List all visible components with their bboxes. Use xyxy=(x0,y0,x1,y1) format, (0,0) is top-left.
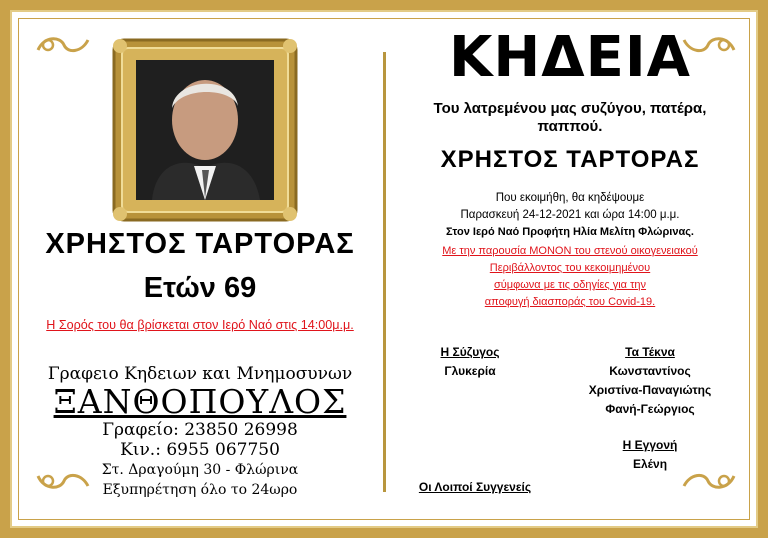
covid-line-4: αποφυγή διασποράς του Covid-19. xyxy=(484,296,656,308)
wake-notice: Η Σορός του θα βρίσκεται στον Ιερό Ναό στις 14:00μ.μ. xyxy=(46,318,354,332)
child-3: Φανή-Γεώργιος xyxy=(605,402,695,416)
deceased-name: ΧΡΗΣΤΟΣ ΤΑΡΤΟΡΑΣ xyxy=(45,228,355,260)
funeral-home-service-hours: Εξυπηρέτηση όλο το 24ωρο xyxy=(102,482,298,498)
funeral-home-office-phone: Γραφείο: 23850 26998 xyxy=(102,420,298,440)
spouse-name: Γλυκερία xyxy=(444,364,496,378)
children-heading: Τα Τέκνα xyxy=(625,345,675,359)
funeral-home-address: Στ. Δραγούμη 30 - Φλώρινα xyxy=(101,462,299,478)
grandchild-name: Ελένη xyxy=(632,457,668,471)
funeral-title: ΚΗΔΕΙΑ xyxy=(448,25,692,90)
intro-line: Του λατρεμένου μας συζύγου, πατέρα, xyxy=(433,100,707,117)
grandchild-heading: Η Εγγονή xyxy=(622,438,678,452)
flourish-ornament-top-left xyxy=(34,34,92,56)
flourish-ornament-bottom-right xyxy=(680,470,738,492)
church-line: Στον Ιερό Ναό Προφήτη Ηλία Μελίτη Φλώρινας. xyxy=(446,226,694,238)
details-line-1: Που εκοιμήθη, θα κηδέψουμε xyxy=(495,192,645,204)
covid-line-1: Με την παρουσία ΜΟΝΟΝ του στενού οικογενειακού xyxy=(442,245,698,257)
portrait-photo-frame xyxy=(112,38,298,222)
funeral-home-mobile-phone: Κιν.: 6955 067750 xyxy=(120,440,280,460)
details-line-2: Παρασκευή 24-12-2021 και ώρα 14:00 μ.μ. xyxy=(460,209,680,221)
funeral-home-heading: Γραφειο Κηδειων και Μνημοσυνων xyxy=(47,364,353,384)
other-relatives: Οι Λοιποί Συγγενείς xyxy=(418,480,532,494)
age: Ετών 69 xyxy=(143,272,257,304)
intro-line-2: παππού. xyxy=(537,118,603,135)
child-1: Κωνσταντίνος xyxy=(609,364,691,378)
deceased-name-right: ΧΡΗΣΤΟΣ ΤΑΡΤΟΡΑΣ xyxy=(440,146,700,173)
spouse-heading: Η Σύζυγος xyxy=(440,345,500,359)
funeral-home-name: ΞΑΝΘΟΠΟΥΛΟΣ xyxy=(53,382,347,421)
vertical-divider xyxy=(383,52,386,492)
child-2: Χριστίνα-Παναγιώτης xyxy=(588,383,712,397)
covid-line-3: σύμφωνα με τις οδηγίες για την xyxy=(493,279,647,291)
covid-line-2: Περιβάλλοντος του κεκοιμημένου xyxy=(489,262,651,274)
